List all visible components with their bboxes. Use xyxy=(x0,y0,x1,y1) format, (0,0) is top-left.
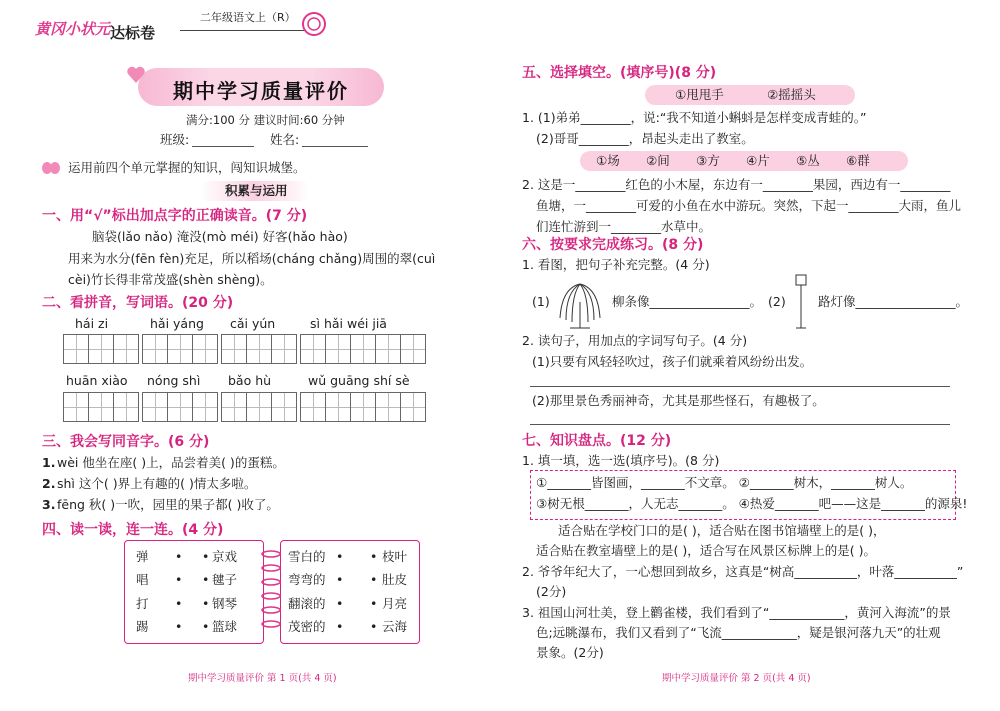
pinyin-3: cǎi yún xyxy=(230,316,276,331)
section1-line3: cèi)竹长得非常茂盛(shèn shèng)。 xyxy=(68,272,273,287)
pinyin-8: wǔ guāng shí sè xyxy=(308,373,410,388)
match-dot[interactable]: • xyxy=(202,596,210,611)
part-title: 积累与运用 xyxy=(225,183,288,198)
writing-grid[interactable] xyxy=(221,334,296,364)
writing-grid[interactable] xyxy=(142,392,217,422)
pinyin-7: bǎo hù xyxy=(228,373,272,388)
section6-q1b: 路灯像________________。 xyxy=(818,294,969,309)
name-label: 姓名: xyxy=(270,132,300,147)
match-dot[interactable]: • xyxy=(336,549,344,564)
intro-text: 运用前四个单元掌握的知识，闯知识城堡。 xyxy=(68,160,306,175)
match-word: 翻滚的 xyxy=(288,596,326,611)
section7-q2a: 2. 爷爷年纪大了，一心想回到故乡，这真是“树高__________，叶落__________” xyxy=(522,564,964,579)
section6-q2a: (1)只要有风轻轻吹过，孩子们就乘着风纷纷出发。 xyxy=(532,354,813,369)
match-word: 弹 xyxy=(136,549,149,564)
right-page xyxy=(500,0,1000,711)
title-banner xyxy=(138,68,384,106)
name-blank[interactable] xyxy=(302,146,368,147)
match-dot[interactable]: • xyxy=(370,572,378,587)
section5-q2c: 们连忙游到一________水草中。 xyxy=(536,219,712,234)
match-word: 踢 xyxy=(136,619,149,634)
section1-line2: 用来为水分(fēn fèn)充足，所以稻场(cháng chǎng)周围的翠(cuì xyxy=(68,251,436,266)
section5-q1a: 1. (1)弟弟________，说:“我不知道小蝌蚪是怎样变成青蛙的。” xyxy=(522,110,867,125)
section6-q2: 2. 读句子，用加点的字词写句子。(4 分) xyxy=(522,333,748,348)
q-number: (2) xyxy=(768,294,786,309)
option: ①场 xyxy=(596,153,620,168)
match-dot[interactable]: • xyxy=(175,549,183,564)
option: ①甩甩手 xyxy=(675,87,724,102)
option: ⑤丛 xyxy=(796,153,820,168)
butterfly-icon xyxy=(42,160,60,176)
match-word: 京戏 xyxy=(212,549,238,564)
section3-q1: wèi 他坐在座( )上，品尝着美( )的蛋糕。 xyxy=(57,455,285,470)
writing-grid[interactable] xyxy=(300,334,425,364)
q-number: 1. xyxy=(42,455,56,470)
section7-q1a: 适合贴在学校门口的是( )，适合贴在图书馆墙壁上的是( )， xyxy=(558,523,886,538)
section3-q3: fēng 秋( )一吹，园里的果子都( )收了。 xyxy=(57,497,279,512)
match-dot[interactable]: • xyxy=(370,549,378,564)
brand-logo: 黄冈小状元 xyxy=(35,20,111,38)
q-number: (1) xyxy=(532,294,550,309)
section5-title: 五、选择填空。(填序号)(8 分) xyxy=(522,65,717,81)
section1-title: 一、用“√”标出加点字的正确读音。(7 分) xyxy=(42,208,308,224)
writing-grid[interactable] xyxy=(300,392,425,422)
pinyin-1: hái zi xyxy=(75,316,109,331)
score-time: 满分:100 分 建议时间:60 分钟 xyxy=(186,113,345,127)
grade-label: 二年级语文上（R） xyxy=(200,11,296,24)
section4-title: 四、读一读，连一连。(4 分) xyxy=(42,522,224,538)
willow-tree-icon xyxy=(552,274,608,330)
section7-title: 七、知识盘点。(12 分) xyxy=(522,433,672,449)
section5-q1b: (2)哥哥________，昂起头走出了教室。 xyxy=(536,131,754,146)
section6-q1a: 柳条像________________。 xyxy=(612,294,763,309)
section3-title: 三、我会写同音字。(6 分) xyxy=(42,434,210,450)
match-word: 茂密的 xyxy=(288,619,326,634)
option: ②间 xyxy=(646,153,670,168)
page-footer: 期中学习质量评价 第 1 页(共 4 页) xyxy=(188,673,337,684)
pinyin-4: sì hǎi wéi jiā xyxy=(310,316,387,331)
pinyin-2: hǎi yáng xyxy=(150,316,204,331)
writing-grid[interactable] xyxy=(63,334,138,364)
proverb-line2: ③树无根_______，人无志_______。 ④热爱_______吧——这是_______的源泉! xyxy=(536,496,968,511)
answer-line[interactable] xyxy=(530,386,950,387)
pinyin-5: huān xiào xyxy=(66,373,128,388)
options-pill-1 xyxy=(645,85,855,105)
writing-grid[interactable] xyxy=(63,392,138,422)
section7-q2b: (2分) xyxy=(536,584,567,599)
street-lamp-icon xyxy=(788,272,814,332)
pinyin-6: nóng shì xyxy=(147,373,201,388)
option: ③方 xyxy=(696,153,720,168)
grade-underline xyxy=(180,30,305,31)
match-word: 云海 xyxy=(382,619,408,634)
option: ⑥群 xyxy=(846,153,870,168)
spiral-icon xyxy=(300,10,328,38)
spiral-binding-icon xyxy=(258,548,284,638)
section1-line1: 脑袋(lǎo nǎo) 淹没(mò méi) 好客(hǎo hào) xyxy=(92,229,348,244)
q-number: 2. xyxy=(42,476,56,491)
heart-icon xyxy=(125,64,147,86)
match-dot[interactable]: • xyxy=(202,619,210,634)
match-word: 雪白的 xyxy=(288,549,326,564)
answer-line[interactable] xyxy=(530,424,950,425)
section7-q3c: 景象。(2分) xyxy=(536,645,604,660)
section5-q2a: 2. 这是一________红色的小木屋，东边有一________果园，西边有一________ xyxy=(522,177,951,192)
class-blank[interactable] xyxy=(192,146,254,147)
writing-grid[interactable] xyxy=(142,334,217,364)
match-word: 弯弯的 xyxy=(288,572,326,587)
section6-title: 六、按要求完成练习。(8 分) xyxy=(522,237,704,253)
match-dot[interactable]: • xyxy=(370,596,378,611)
match-dot[interactable]: • xyxy=(336,619,344,634)
match-dot[interactable]: • xyxy=(202,549,210,564)
match-dot[interactable]: • xyxy=(175,572,183,587)
match-word: 毽子 xyxy=(212,572,238,587)
proverb-line1: ①_______皆图画，_______不文章。 ②_______树木，_______树人。 xyxy=(536,475,913,490)
match-word: 枝叶 xyxy=(382,549,408,564)
match-dot[interactable]: • xyxy=(336,572,344,587)
match-word: 月亮 xyxy=(382,596,408,611)
section6-q1: 1. 看图，把句子补充完整。(4 分) xyxy=(522,257,710,272)
match-dot[interactable]: • xyxy=(202,572,210,587)
section2-title: 二、看拼音，写词语。(20 分) xyxy=(42,295,234,311)
section5-q2b: 鱼塘，一________可爱的小鱼在水中游玩。突然，下起一________大雨，鱼儿 xyxy=(536,198,962,213)
section3-q2: shì 这个( )界上有趣的( )情太多啦。 xyxy=(57,476,257,491)
page-footer: 期中学习质量评价 第 2 页(共 4 页) xyxy=(662,673,811,684)
option: ②摇摇头 xyxy=(767,87,816,102)
match-word: 肚皮 xyxy=(382,572,408,587)
match-word: 篮球 xyxy=(212,619,238,634)
section7-q1: 1. 填一填，选一选(填序号)。(8 分) xyxy=(522,453,720,468)
section7-q3b: 色;远眺瀑布，我们又看到了“飞流____________，疑是银河落九天”的壮观 xyxy=(536,625,941,640)
q-number: 3. xyxy=(42,497,56,512)
match-dot[interactable]: • xyxy=(370,619,378,634)
class-label: 班级: xyxy=(160,132,190,147)
option: ④片 xyxy=(746,153,770,168)
match-word: 钢琴 xyxy=(212,596,238,611)
section7-q3a: 3. 祖国山河壮美，登上鹳雀楼，我们看到了“____________，黄河入海流”的景 xyxy=(522,605,951,620)
match-dot[interactable]: • xyxy=(336,596,344,611)
section7-q1b: 适合贴在教室墙壁上的是( )，适合写在风景区标牌上的是( )。 xyxy=(536,543,876,558)
page-title: 期中学习质量评价 xyxy=(173,79,349,103)
match-word: 唱 xyxy=(136,572,149,587)
brand-suffix: 达标卷 xyxy=(110,24,156,42)
writing-grid[interactable] xyxy=(221,392,296,422)
match-dot[interactable]: • xyxy=(175,619,183,634)
match-word: 打 xyxy=(136,596,149,611)
section6-q2b: (2)那里景色秀丽神奇，尤其是那些怪石，有趣极了。 xyxy=(532,393,825,408)
match-dot[interactable]: • xyxy=(175,596,183,611)
options-pill-2 xyxy=(580,151,908,171)
